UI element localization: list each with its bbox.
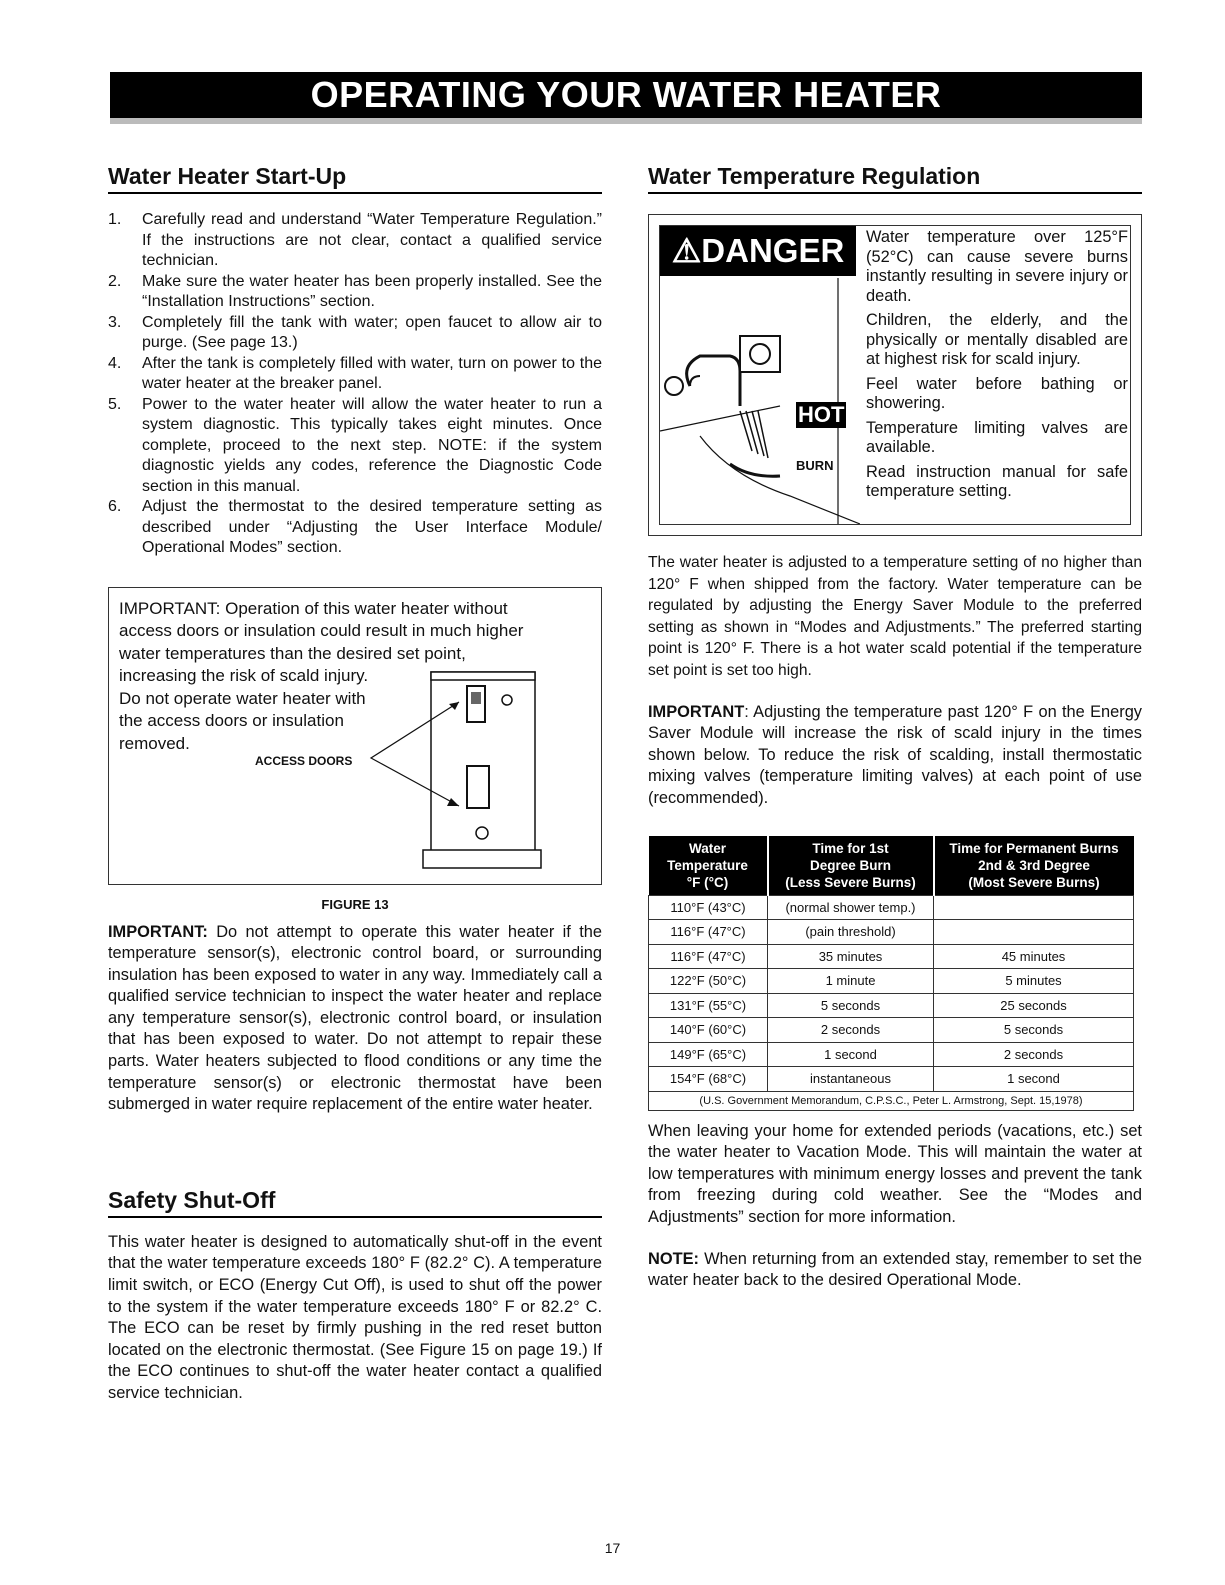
hot-label: HOT: [798, 402, 845, 427]
header-line: Temperature: [667, 857, 748, 873]
right-column: [648, 162, 1142, 1292]
figure-13-line: Do not operate water heater with: [119, 688, 366, 708]
table-cell: 154°F (68°C): [649, 1067, 768, 1092]
figure-13-line: removed.: [119, 734, 190, 754]
figure-13-line: the access doors or insulation: [119, 711, 344, 731]
table-cell: 35 minutes: [768, 944, 934, 969]
table-cell: 2 seconds: [934, 1042, 1134, 1067]
header-line: (Most Severe Burns): [968, 874, 1100, 890]
column-header-temperature: [649, 836, 768, 896]
header-line: Time for Permanent Burns: [949, 840, 1119, 856]
figure-caption: FIGURE 13: [321, 896, 389, 912]
regulation-important-paragraph: [648, 702, 1142, 810]
step-text: After the tank is completely filled with water, turn on power to the water heater at the breaker panel.: [142, 354, 602, 392]
table-cell: 1 minute: [768, 969, 934, 994]
table-cell: [934, 920, 1134, 945]
list-item: [108, 497, 602, 559]
danger-item: Temperature limiting valves are available.: [866, 418, 1128, 456]
table-cell: 1 second: [934, 1067, 1134, 1092]
note-label: NOTE:: [648, 1249, 699, 1268]
table-row: [649, 1067, 1134, 1092]
list-item: [108, 395, 602, 498]
table-cell: 1 second: [768, 1042, 934, 1067]
figure-13-line: IMPORTANT: Operation of this water heater without: [119, 598, 508, 618]
table-cell: 131°F (55°C): [649, 993, 768, 1018]
scald-time-table: [648, 836, 1134, 1111]
table-cell: 5 seconds: [768, 993, 934, 1018]
table-row: [649, 993, 1134, 1018]
step-text: Adjust the thermostat to the desired temperature setting as described under “Adjusting the User Interface Module/ Operational Modes” section.: [142, 498, 602, 556]
page-banner: [110, 72, 1142, 124]
note-text: When returning from an extended stay, remember to set the water heater back to the desired Operational Mode.: [648, 1249, 1142, 1290]
table-row: [649, 969, 1134, 994]
list-item: [108, 354, 602, 395]
step-text: Carefully read and understand “Water Temperature Regulation.” If the instructions are not clear, contact a qualified service technician.: [142, 211, 602, 269]
safety-heading: Safety Shut-Off: [108, 1186, 602, 1218]
step-text: Power to the water heater will allow the water heater to run a system diagnostic. This typically takes eight minutes. Once complete, proceed to the next step. NOTE: if the system diagnostic yields any codes, reference the Diagnostic Code section in this manual.: [142, 395, 602, 495]
note-paragraph: [648, 1249, 1142, 1292]
figure-13-line: increasing the risk of scald injury.: [119, 666, 369, 686]
figure-13-line: access doors or insulation could result in much higher: [119, 621, 524, 641]
figure-13-box: [108, 587, 602, 885]
step-number: 6.: [108, 498, 122, 515]
table-cell: 2 seconds: [768, 1018, 934, 1043]
safety-paragraph: This water heater is designed to automatically shut-off in the event that the water temperature exceeds 180° F (82.2° C). A temperature limit switch, or ECO (Energy Cut Off), is used to shut off the power to the system if the water temperature exceeds 180° F or 82.2° C. The ECO can be reset by firmly pushing in the red reset button located on the electronic thermostat. (See Figure 15 on page 19.) If the ECO continues to shut-off the water heater contact a qualified service technician.: [108, 1232, 602, 1402]
table-cell: 25 seconds: [934, 993, 1134, 1018]
column-header-first-degree: [768, 836, 934, 896]
header-line: Time for 1st: [812, 840, 889, 856]
table-cell: instantaneous: [768, 1067, 934, 1092]
step-number: 3.: [108, 313, 122, 331]
left-column: [108, 162, 602, 1405]
header-line: °F (°C): [686, 874, 729, 890]
table-cell: (normal shower temp.): [768, 895, 934, 920]
figure-13-line: water temperatures than the desired set point,: [119, 643, 466, 663]
important-flood-paragraph: [108, 922, 602, 1116]
table-row: [649, 944, 1134, 969]
step-text: Make sure the water heater has been properly installed. See the “Installation Instructions” section.: [142, 272, 602, 310]
header-line: 2nd & 3rd Degree: [978, 857, 1090, 873]
table-cell: 116°F (47°C): [649, 944, 768, 969]
table-cell: 140°F (60°C): [649, 1018, 768, 1043]
danger-box: [648, 214, 1142, 536]
access-doors-label: ACCESS DOORS: [255, 753, 353, 768]
step-number: 4.: [108, 354, 122, 372]
table-cell: 122°F (50°C): [649, 969, 768, 994]
table-header-row: [649, 836, 1134, 896]
page-number: 17: [604, 1540, 621, 1556]
startup-steps: [108, 210, 602, 559]
danger-text: [866, 228, 1128, 507]
table-cell: 116°F (47°C): [649, 920, 768, 945]
table-cell: 5 seconds: [934, 1018, 1134, 1043]
danger-item: Read instruction manual for safe temperature setting.: [866, 462, 1128, 500]
table-cell: (pain threshold): [768, 920, 934, 945]
important-label: IMPORTANT:: [108, 922, 208, 941]
danger-panel: [659, 225, 1131, 525]
page-title: OPERATING YOUR WATER HEATER: [310, 74, 942, 115]
column-header-permanent: [934, 836, 1134, 896]
header-line: Degree Burn: [809, 857, 892, 873]
vacation-paragraph: When leaving your home for extended periods (vacations, etc.) set the water heater to Vacation Mode. This will maintain the water at low temperatures with minimum energy losses and prevent the tank from freezing during cold weather. See the “Modes and Adjustments” section for more information.: [648, 1121, 1142, 1226]
regulation-important-text: : Adjusting the temperature past 120° F on the Energy Saver Module will increase the risk of scald injury in the times shown below. To reduce the risk of scalding, install thermostatic mixing valves (temperature limiting valves) at each point of use (recommended).: [648, 702, 1142, 807]
table-cell: [934, 895, 1134, 920]
important-label: IMPORTANT: [648, 702, 745, 721]
startup-heading: Water Heater Start-Up: [108, 162, 602, 194]
burn-label: BURN: [796, 458, 834, 473]
figure-13-warning: [119, 598, 569, 756]
table-cell: 5 minutes: [934, 969, 1134, 994]
step-number: 5.: [108, 395, 122, 413]
table-row: [649, 920, 1134, 945]
table-cell: 149°F (65°C): [649, 1042, 768, 1067]
table-row: [649, 1091, 1134, 1110]
table-cell: 110°F (43°C): [649, 895, 768, 920]
table-row: [649, 895, 1134, 920]
list-item: [108, 272, 602, 313]
regulation-heading: Water Temperature Regulation: [648, 162, 1142, 194]
important-flood-text: Do not attempt to operate this water heater if the temperature sensor(s), electronic control board, or surrounding insulation has been exposed to water in any way. Immediately call a qualified service technician to inspect the water heater and replace any temperature sensor(s), electronic control board, or insulation that has been exposed to water. Do not attempt to repair these parts. Water heaters subjected to flood conditions or any time the temperature sensor(s) or electronic thermostat have been submerged in water require replacement of the entire water heater.: [108, 922, 602, 1114]
danger-item: Feel water before bathing or showering.: [866, 374, 1128, 412]
danger-item: Water temperature over 125°F (52°C) can cause severe burns instantly resulting in severe injury or death.: [866, 228, 1128, 305]
table-source-note: (U.S. Government Memorandum, C.P.S.C., Peter L. Armstrong, Sept. 15,1978): [649, 1091, 1134, 1110]
danger-item: Children, the elderly, and the physically or mentally disabled are at highest risk for scald injury.: [866, 311, 1128, 368]
table-cell: 45 minutes: [934, 944, 1134, 969]
step-number: 2.: [108, 272, 122, 290]
table-row: [649, 1042, 1134, 1067]
header-line: (Less Severe Burns): [785, 874, 916, 890]
danger-sign: ⚠DANGER: [660, 226, 856, 276]
step-number: 1.: [108, 211, 122, 228]
table-row: [649, 1018, 1134, 1043]
step-text: Completely fill the tank with water; open faucet to allow air to purge. (See page 13.): [142, 313, 602, 351]
list-item: [108, 210, 602, 272]
regulation-paragraph: The water heater is adjusted to a temperature setting of no higher than 120° F when shipped from the factory. Water temperature can be regulated by adjusting the Energy Saver Module to the preferred setting as shown in “Modes and Adjustments.” The preferred starting point is 120° F. There is a hot water scald potential if the temperature set point is set too high.: [648, 554, 1142, 679]
header-line: Water: [688, 840, 726, 856]
list-item: [108, 313, 602, 354]
